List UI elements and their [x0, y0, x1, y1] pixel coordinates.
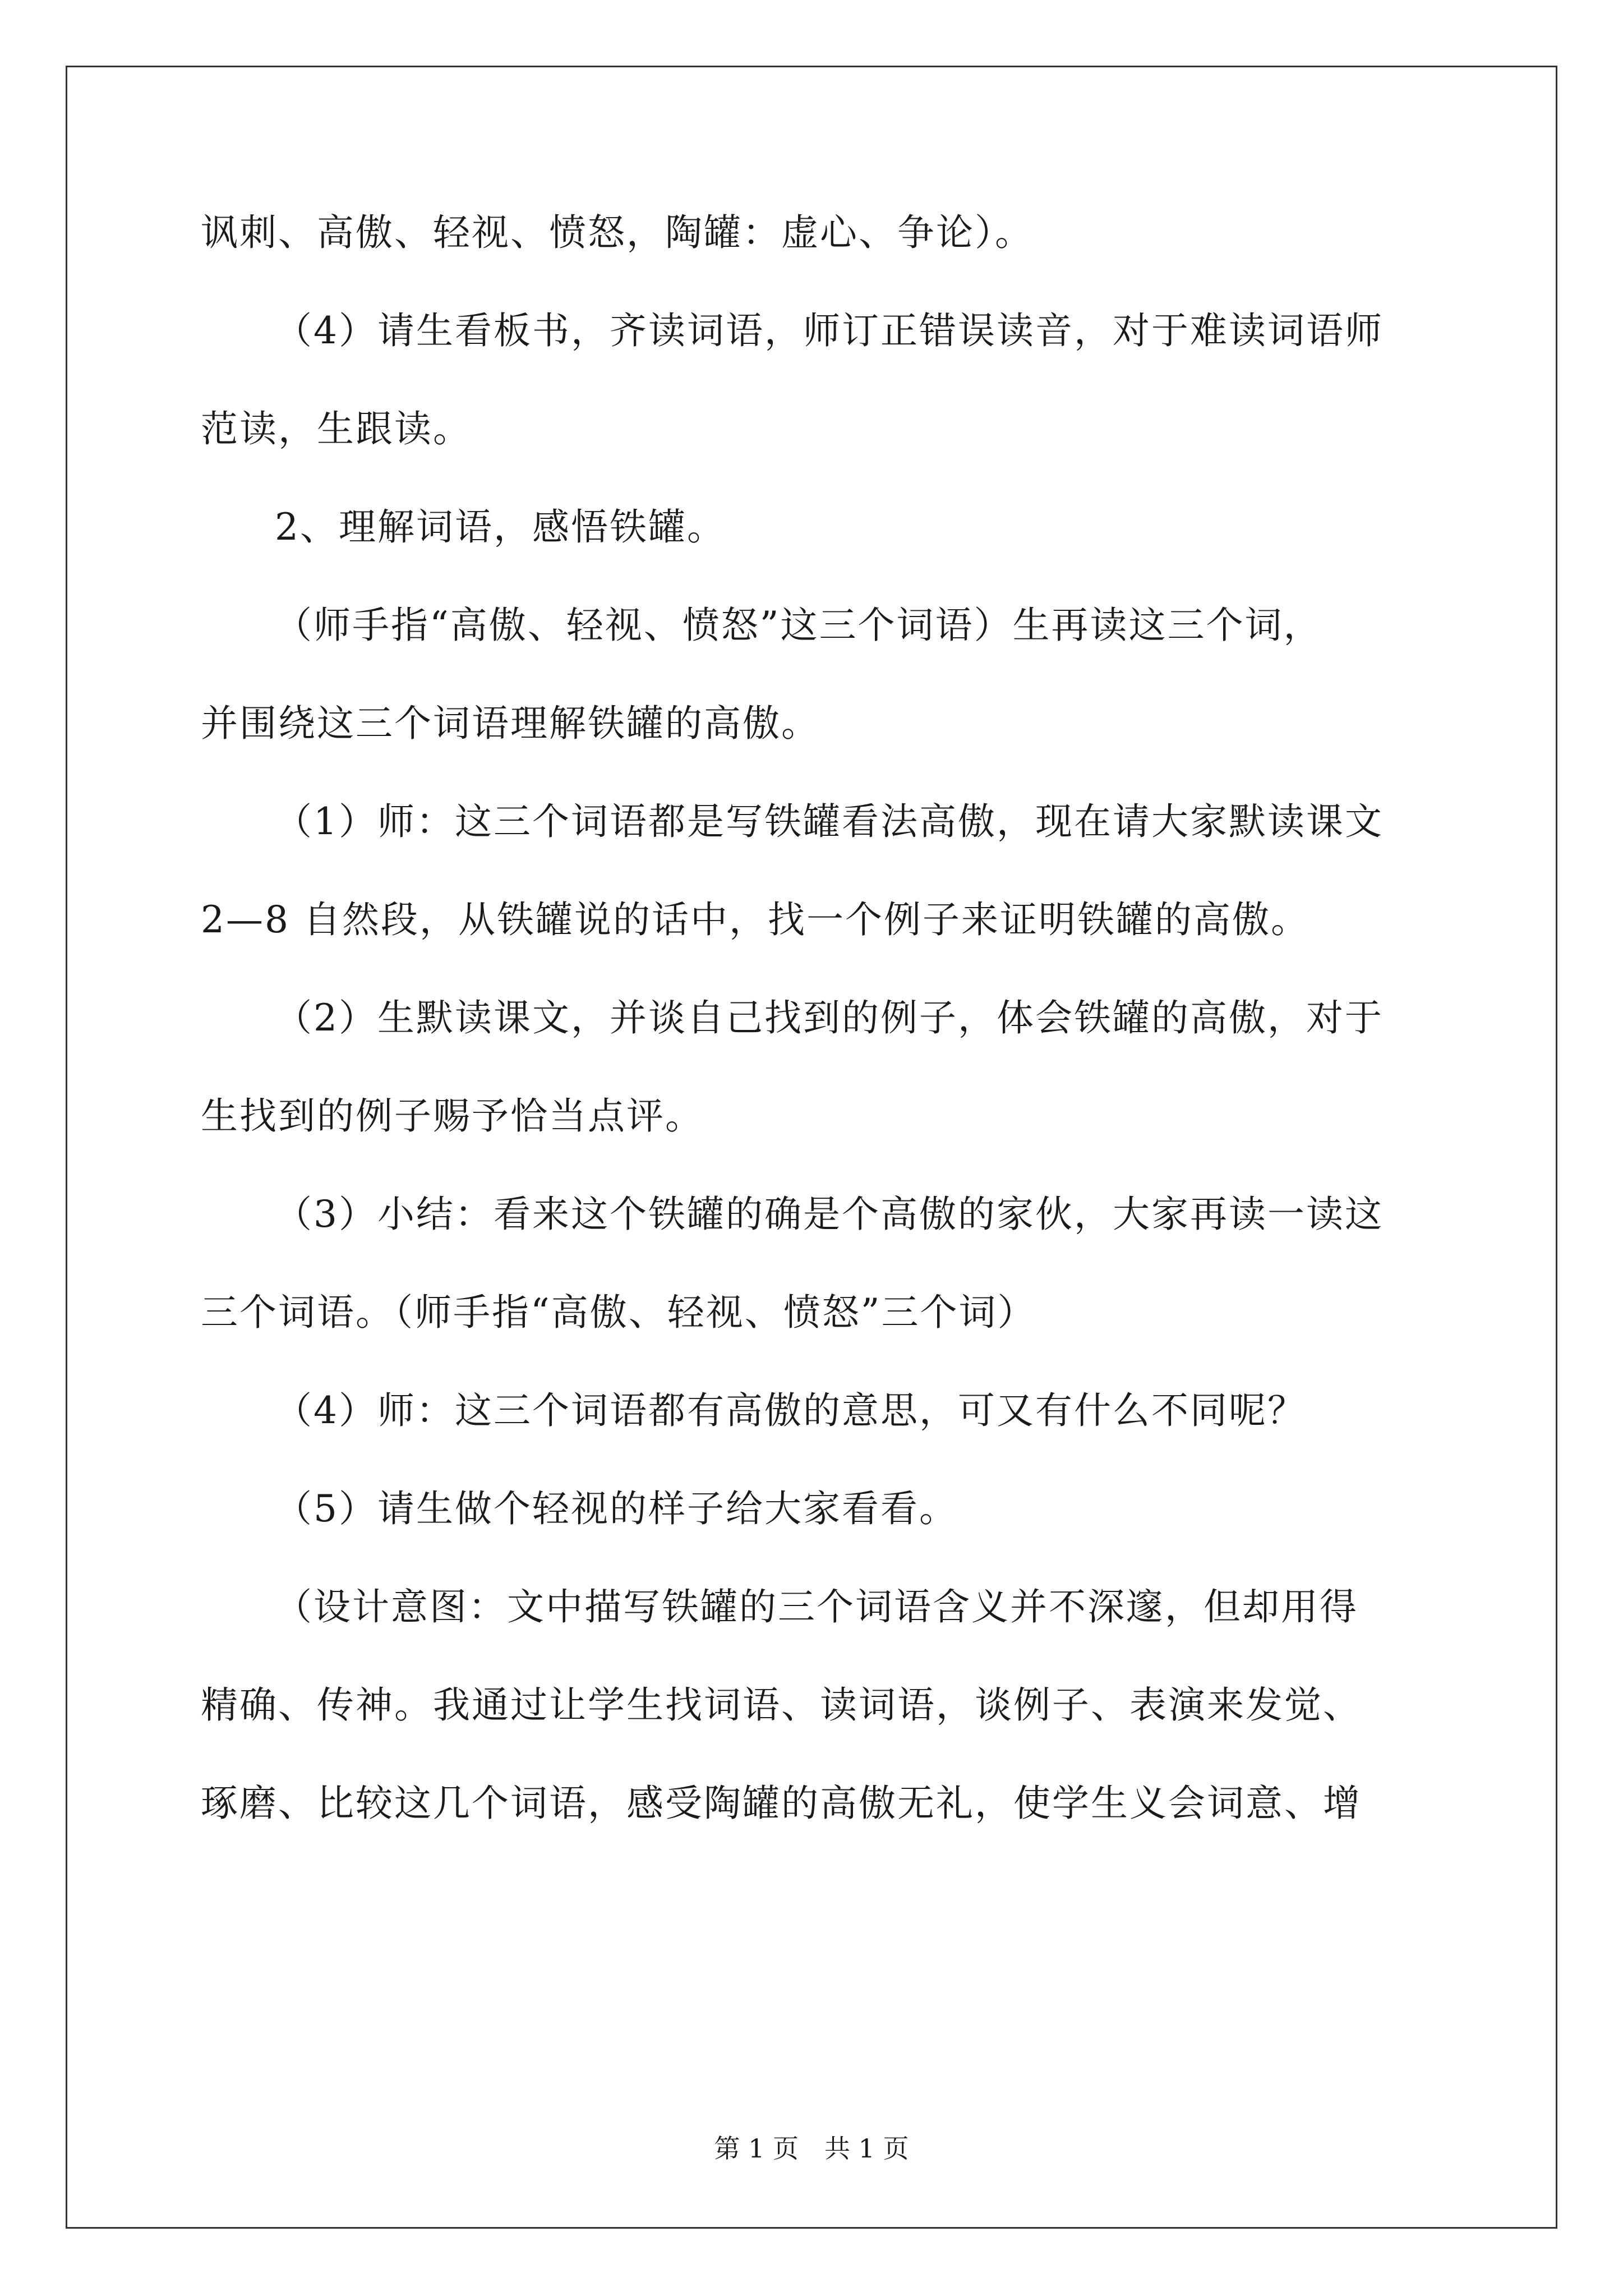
text-line: （1）师：这三个词语都是写铁罐看法高傲，现在请大家默读课文 — [275, 800, 1384, 843]
text-line: 三个词语。（师手指“高傲、轻视、愤怒”三个词） — [201, 1291, 1036, 1334]
text-line: 琢磨、比较这几个词语，感受陶罐的高傲无礼，使学生义会词意、增 — [201, 1782, 1362, 1825]
text-line: （师手指“高傲、轻视、愤怒”这三个词语）生再读这三个词， — [275, 604, 1322, 647]
text-line: 2、理解词语，感悟铁罐。 — [275, 505, 726, 549]
text-line: （3）小结：看来这个铁罐的确是个高傲的家伙，大家再读一读这 — [275, 1193, 1384, 1236]
text-line: 生找到的例子赐予恰当点评。 — [201, 1094, 704, 1138]
text-line: 2—8 自然段，从铁罐说的话中，找一个例子来证明铁罐的高傲。 — [201, 898, 1310, 941]
text-line: 并围绕这三个词语理解铁罐的高傲。 — [201, 702, 820, 745]
page-border — [66, 66, 1557, 2229]
text-line: （4）师：这三个词语都有高傲的意思，可又有什么不同呢？ — [275, 1389, 1306, 1432]
text-line: （5）请生做个轻视的样子给大家看看。 — [275, 1487, 958, 1530]
text-line: 范读，生跟读。 — [201, 407, 472, 450]
text-line: （2）生默读课文，并谈自己找到的例子，体会铁罐的高傲，对于 — [275, 996, 1384, 1039]
text-line: 讽刺、高傲、轻视、愤怒，陶罐：虚心、争论）。 — [201, 211, 1034, 254]
text-line: （4）请生看板书，齐读词语，师订正错误读音，对于难读词语师 — [275, 309, 1384, 352]
text-line: 精确、传神。我通过让学生找词语、读词语，谈例子、表演来发觉、 — [201, 1683, 1362, 1727]
text-line: （设计意图：文中描写铁罐的三个词语含义并不深邃，但却用得 — [275, 1585, 1358, 1628]
page-footer: 第 1 页 共 1 页 — [714, 2133, 909, 2164]
